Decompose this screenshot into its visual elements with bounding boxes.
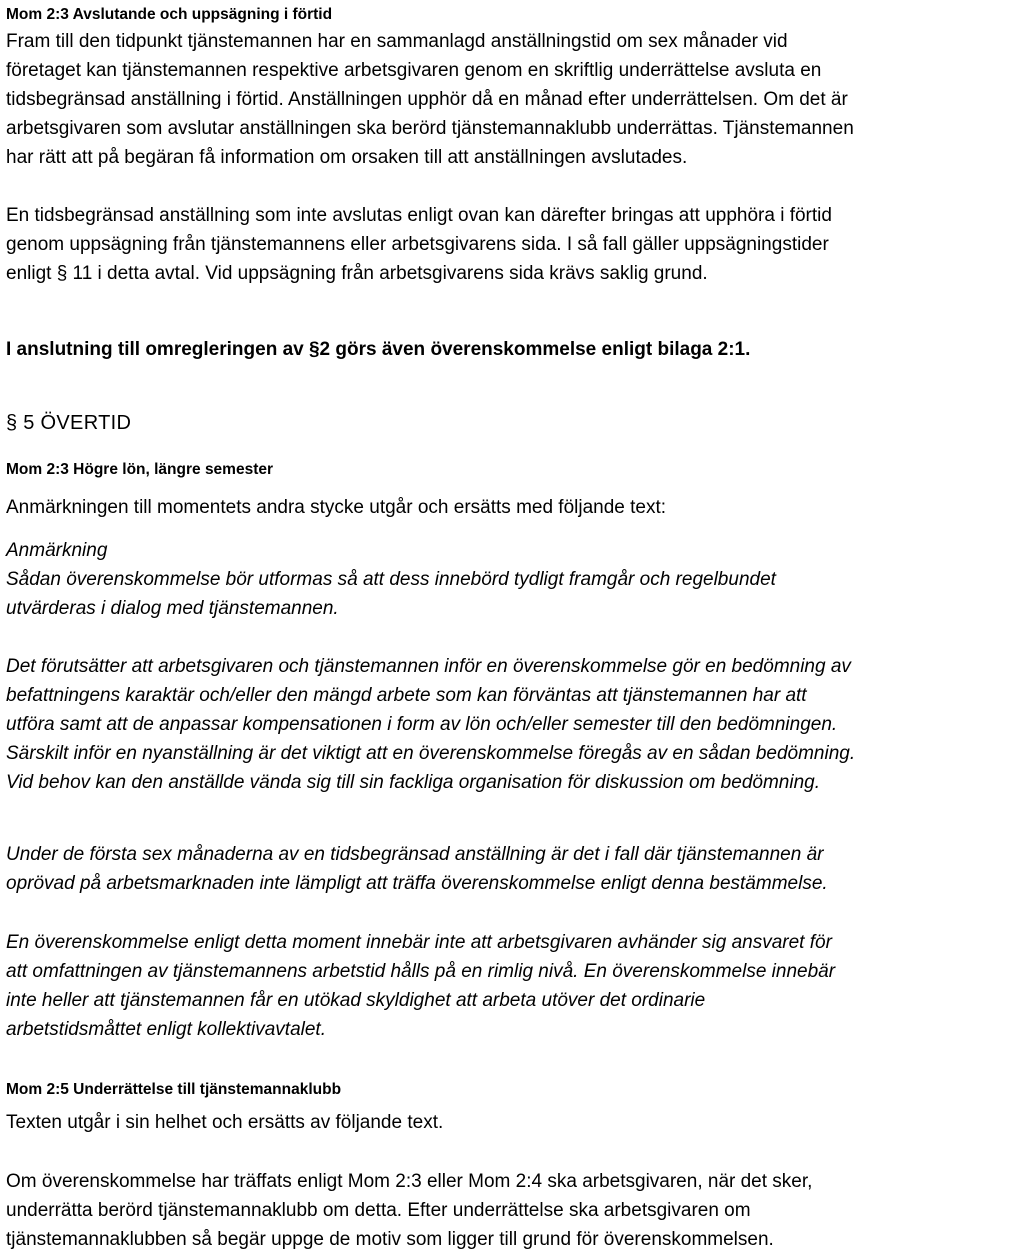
text-line: tjänstemannaklubben så begär uppge de motiv som ligger till grund för överenskommelsen. <box>6 1229 774 1250</box>
text-line: genom uppsägning från tjänstemannens eller arbetsgivarens sida. I så fall gäller uppsägningstider <box>6 234 829 255</box>
text-line: Det förutsätter att arbetsgivaren och tjänstemannen inför en överenskommelse gör en bedömning av <box>6 656 851 677</box>
anmarkning-paragraph-4 <box>6 928 1024 1044</box>
text-line: befattningens karaktär och/eller den mängd arbete som kan förväntas att tjänstemannen har att <box>6 685 807 706</box>
text-line: företaget kan tjänstemannen respektive arbetsgivaren genom en skriftlig underrättelse avsluta en <box>6 60 822 81</box>
text-line: Vid behov kan den anställde vända sig till sin fackliga organisation för diskussion om bedömning. <box>6 772 820 793</box>
mom-2-5-paragraph-1: Texten utgår i sin helhet och ersätts av följande text. <box>6 1112 444 1133</box>
text-line: inte heller att tjänstemannen får en utökad skyldighet att arbeta utöver det ordinarie <box>6 990 706 1011</box>
mom-2-3-avslutande-heading: Mom 2:3 Avslutande och uppsägning i förtid <box>6 6 333 23</box>
text-line: oprövad på arbetsmarknaden inte lämpligt att träffa överenskommelse enligt denna bestämmelse. <box>6 873 828 894</box>
mom-2-5-heading: Mom 2:5 Underrättelse till tjänstemannaklubb <box>6 1081 342 1098</box>
avslutande-paragraph-1 <box>6 27 1024 172</box>
text-line: arbetstidsmåttet enligt kollektivavtalet. <box>6 1019 326 1040</box>
text-line: Särskilt inför en nyanställning är det viktigt att en överenskommelse föregås av en sådan bedömning. <box>6 743 856 764</box>
text-line: En överenskommelse enligt detta moment innebär inte att arbetsgivaren avhänder sig ansvaret för <box>6 932 832 953</box>
anmarkning-paragraph-1 <box>6 565 1024 623</box>
text-line: Fram till den tidpunkt tjänstemannen har en sammanlagd anställningstid om sex månader vid <box>6 31 788 52</box>
text-line: har rätt att på begäran få information om orsaken till att anställningen avslutades. <box>6 147 688 168</box>
text-line: En tidsbegränsad anställning som inte avslutas enligt ovan kan därefter bringas att upphöra i förtid <box>6 205 832 226</box>
text-line: att omfattningen av tjänstemannens arbetstid hålls på en rimlig nivå. En överenskommelse innebär <box>6 961 836 982</box>
anmarkning-paragraph-2 <box>6 652 1024 797</box>
section-title-overtid: § 5 ÖVERTID <box>6 412 132 434</box>
text-line: utvärderas i dialog med tjänstemannen. <box>6 598 339 619</box>
text-line: Under de första sex månaderna av en tidsbegränsad anställning är det i fall där tjänstemannen är <box>6 844 824 865</box>
text-line: tidsbegränsad anställning i förtid. Anställningen upphör då en månad efter underrättelsen. Om det är <box>6 89 848 110</box>
omreglering-bold-paragraph: I anslutning till omregleringen av §2 görs även överenskommelse enligt bilaga 2:1. <box>6 339 751 360</box>
mom-2-3-hogre-lon-heading: Mom 2:3 Högre lön, längre semester <box>6 461 274 478</box>
text-line: utföra samt att de anpassar kompensationen i form av lön och/eller semester till den bedömningen. <box>6 714 838 735</box>
avslutande-paragraph-2 <box>6 201 1024 288</box>
text-line: Sådan överenskommelse bör utformas så att dess innebörd tydligt framgår och regelbundet <box>6 569 776 590</box>
anmarkning-label: Anmärkning <box>6 540 108 561</box>
text-line: enligt § 11 i detta avtal. Vid uppsägning från arbetsgivarens sida krävs saklig grund. <box>6 263 708 284</box>
text-line: underrätta berörd tjänstemannaklubb om detta. Efter underrättelse ska arbetsgivaren om <box>6 1200 751 1221</box>
text-line: Om överenskommelse har träffats enligt Mom 2:3 eller Mom 2:4 ska arbetsgivaren, när det sker, <box>6 1171 813 1192</box>
text-line: arbetsgivaren som avslutar anställningen ska berörd tjänstemannaklubb underrättas. Tjänstemannen <box>6 118 854 139</box>
hogre-lon-intro: Anmärkningen till momentets andra stycke utgår och ersätts med följande text: <box>6 497 667 518</box>
anmarkning-paragraph-3 <box>6 840 1024 898</box>
mom-2-5-paragraph-2 <box>6 1167 1024 1254</box>
